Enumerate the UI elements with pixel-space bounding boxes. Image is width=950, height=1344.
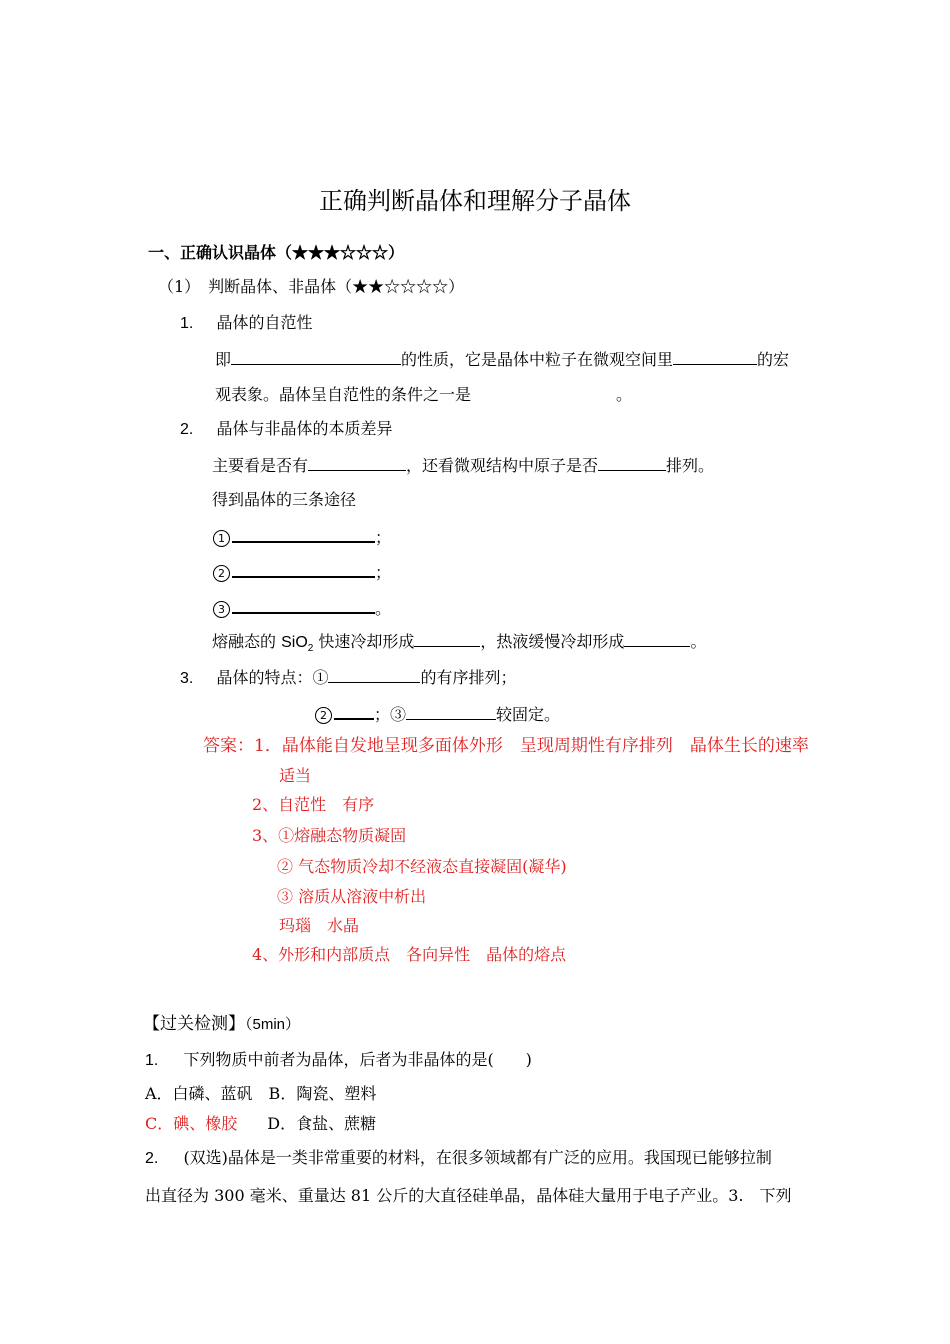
item2-line2: 得到晶体的三条途径 <box>212 490 357 509</box>
answer-line-1: 答案：1．晶体能自发地呈现多面体外形 呈现周期性有序排列 晶体生长的速率 <box>203 736 809 756</box>
text: ； <box>375 563 392 582</box>
fill-blank[interactable] <box>328 666 420 683</box>
text: ，热液缓慢冷却形成 <box>480 632 625 651</box>
text: 的有序排列； <box>420 668 517 687</box>
text: 快速冷却形成 <box>313 632 415 651</box>
circled-1: 1 <box>213 530 230 547</box>
question-text: (双选)晶体是一类非常重要的材料，在很多领域都有广泛的应用。我国现已能够拉制 <box>183 1148 772 1167</box>
item1-label: 晶体的自范性 <box>216 313 313 332</box>
section-heading: 一、正确认识晶体（★★★☆☆☆） <box>148 243 405 262</box>
answer-line-1b: 适当 <box>279 766 312 785</box>
text: ，还看微观结构中原子是否 <box>406 456 599 475</box>
answer-line-3d: 玛瑙 水晶 <box>279 916 360 935</box>
check-heading <box>143 1014 300 1035</box>
item2-number: 2. <box>180 421 194 438</box>
answer-line-3c: ③ 溶质从溶液中析出 <box>277 887 427 906</box>
answer-line-4: 4、外形和内部质点 各向异性 晶体的熔点 <box>252 945 567 964</box>
text: 的性质，它是晶体中粒子在微观空间里 <box>401 350 674 369</box>
fill-blank[interactable] <box>406 703 496 720</box>
answer-line-3: 3、①熔融态物质凝固 <box>252 826 407 845</box>
question-text: 下列物质中前者为晶体，后者为非晶体的是( ) <box>183 1050 532 1069</box>
way-1 <box>213 525 391 548</box>
subsection-heading: （1） 判断晶体、非晶体（★★☆☆☆☆） <box>158 277 465 296</box>
circled-2: 2 <box>213 565 230 582</box>
answer-line-3b: ② 气态物质冷却不经液态直接凝固(凝华) <box>277 857 567 876</box>
fill-blank[interactable] <box>232 596 375 614</box>
formula-subscript: 2 <box>307 643 314 655</box>
fill-blank[interactable] <box>673 348 757 365</box>
item3-heading <box>180 666 516 689</box>
text: 熔融态的 <box>212 632 282 651</box>
item1-number: 1. <box>180 315 194 332</box>
question-number: 2. <box>145 1150 159 1167</box>
fill-blank[interactable] <box>598 454 666 471</box>
check-time: （5min） <box>245 1016 301 1033</box>
text: 即 <box>215 350 232 369</box>
item3-line2 <box>315 702 560 725</box>
option-c: C．碘、橡胶 <box>145 1114 238 1133</box>
text: ；③ <box>374 705 407 724</box>
text: 较固定。 <box>496 705 561 724</box>
item1-heading <box>180 313 312 334</box>
item3-number: 3. <box>180 670 194 687</box>
fill-blank[interactable] <box>231 348 401 365</box>
question-1 <box>145 1050 532 1071</box>
fill-blank[interactable] <box>414 630 480 647</box>
text: 的宏 <box>757 350 790 369</box>
text: ； <box>375 528 392 547</box>
question-number: 1. <box>145 1052 159 1069</box>
text: 观表象。晶体呈自范性的条件之一是 <box>215 385 472 404</box>
item2-heading <box>180 419 392 440</box>
way-2 <box>213 560 391 583</box>
question-2-line2: 出直径为 300 毫米、重量达 81 公斤的大直径硅单晶，晶体硅大量用于电子产业。3. 下列 <box>145 1186 792 1205</box>
circled-2: 2 <box>315 707 332 724</box>
page-title: 正确判断晶体和理解分子晶体 <box>319 187 631 215</box>
sio2-line <box>212 630 706 659</box>
text: 。 <box>375 599 392 618</box>
fill-blank[interactable] <box>308 454 406 471</box>
text: 晶体的特点：① <box>216 668 329 687</box>
question-1-options-ab: A．白磷、蓝矾 B．陶瓷、塑料 <box>145 1084 377 1103</box>
fill-blank[interactable] <box>334 702 374 720</box>
text: 。 <box>616 385 633 404</box>
text: 主要看是否有 <box>212 456 309 475</box>
fill-blank[interactable] <box>232 560 375 578</box>
circled-3: 3 <box>213 601 230 618</box>
item1-line1 <box>215 348 789 370</box>
item1-line2 <box>215 385 632 405</box>
formula: SiO <box>281 634 308 651</box>
item2-line1 <box>212 454 714 476</box>
text: 排列。 <box>666 456 715 475</box>
question-1-options-cd <box>145 1114 376 1134</box>
answer-line-2: 2、自范性 有序 <box>252 795 375 814</box>
way-3 <box>213 596 391 619</box>
text: 。 <box>690 632 707 651</box>
option-d: D．食盐、蔗糖 <box>267 1114 377 1133</box>
check-title: 【过关检测】 <box>143 1014 245 1034</box>
fill-blank[interactable] <box>232 525 375 543</box>
item2-label: 晶体与非晶体的本质差异 <box>216 419 393 438</box>
fill-blank[interactable] <box>624 630 690 647</box>
question-2 <box>145 1148 772 1169</box>
